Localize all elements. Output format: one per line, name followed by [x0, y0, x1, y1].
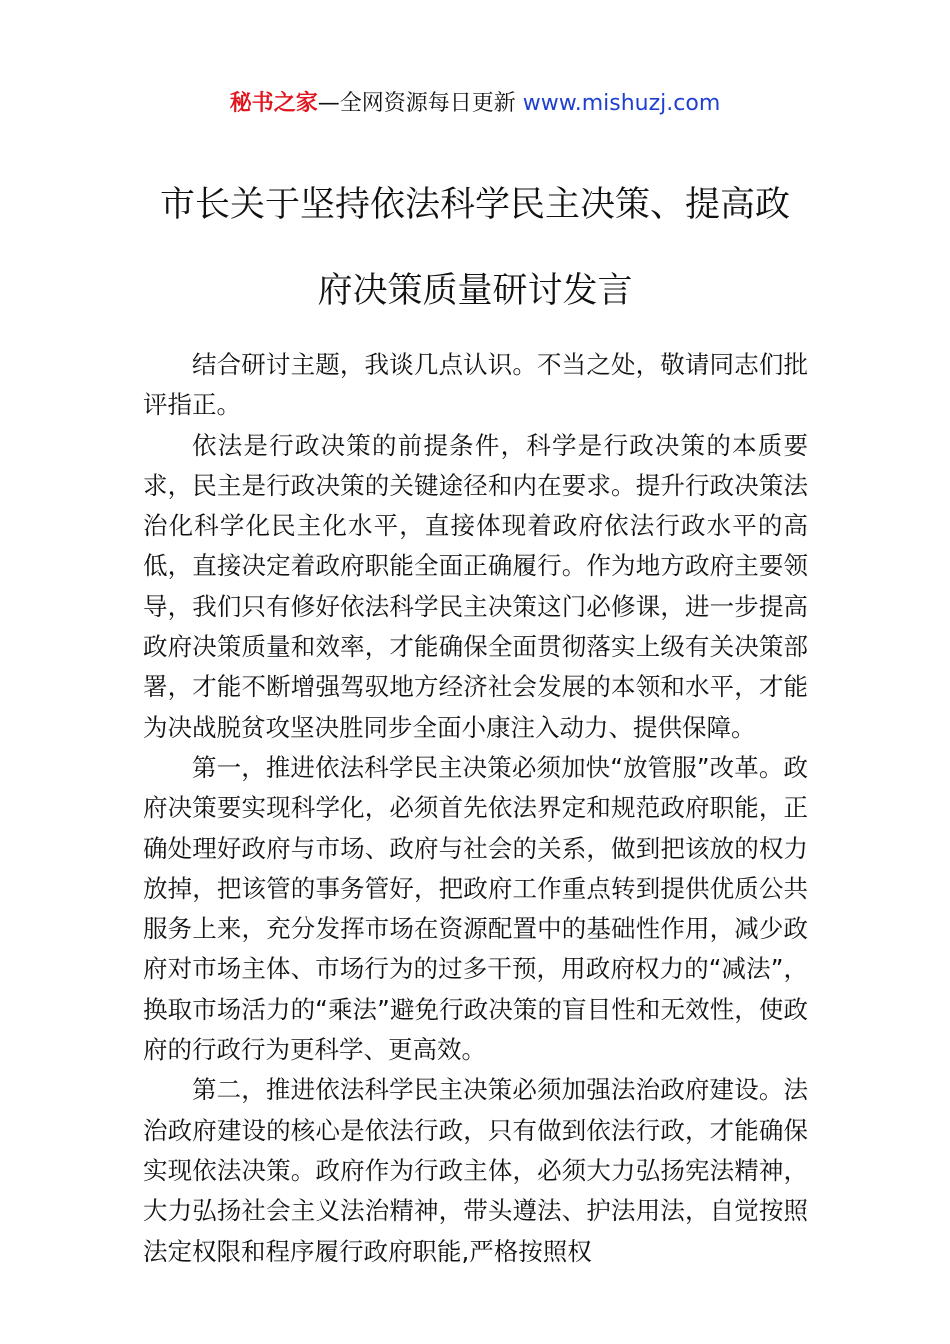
site-header [0, 86, 950, 122]
document-body [143, 345, 808, 1272]
brand-name: 秘书之家 [229, 91, 318, 116]
header-tagline: —全网资源每日更新 [317, 91, 523, 116]
title-line-1: 市长关于坚持依法科学民主决策、提高政 [159, 185, 790, 225]
paragraph: 依法是行政决策的前提条件，科学是行政决策的本质要求，民主是行政决策的关键途径和内在要求。提升行政决策法治化科学化民主化水平，直接体现着政府依法行政水平的高低，直接决定着政府职能全面正确履行。作为地方政府主要领导，我们只有修好依法科学民主决策这门必修课，进一步提高政府决策质量和效率，才能确保全面贯彻落实上级有关决策部署，才能不断增强驾驭地方经济社会发展的本领和水平，才能为决战脱贫攻坚决胜同步全面小康注入动力、提供保障。 [143, 430, 808, 742]
title-line-2: 府决策质量研讨发言 [317, 271, 633, 311]
paragraph: 第二，推进依法科学民主决策必须加强法治政府建设。法治政府建设的核心是依法行政，只有做到依法行政，才能确保实现依法决策。政府作为行政主体，必须大力弘扬宪法精神，大力弘扬社会主义法治精神，带头遵法、护法用法，自觉按照法定权限和程序履行政府职能,严格按照权 [143, 1075, 808, 1266]
paragraph: 第一，推进依法科学民主决策必须加快“放管服”改革。政府决策要实现科学化，必须首先依法界定和规范政府职能，正确处理好政府与市场、政府与社会的关系，做到把该放的权力放掉，把该管的事务管好，把政府工作重点转到提供优质公共服务上来，充分发挥市场在资源配置中的基础性作用，减少政府对市场主体、市场行为的过多干预，用政府权力的“减法”，换取市场活力的“乘法”避免行政决策的盲目性和无效性，使政府的行政行为更科学、更高效。 [143, 752, 808, 1065]
paragraph: 结合研讨主题，我谈几点认识。不当之处，敬请同志们批评指正。 [143, 350, 808, 420]
site-url-link[interactable]: www.mishuzj.com [522, 91, 721, 116]
document-title [140, 162, 810, 334]
